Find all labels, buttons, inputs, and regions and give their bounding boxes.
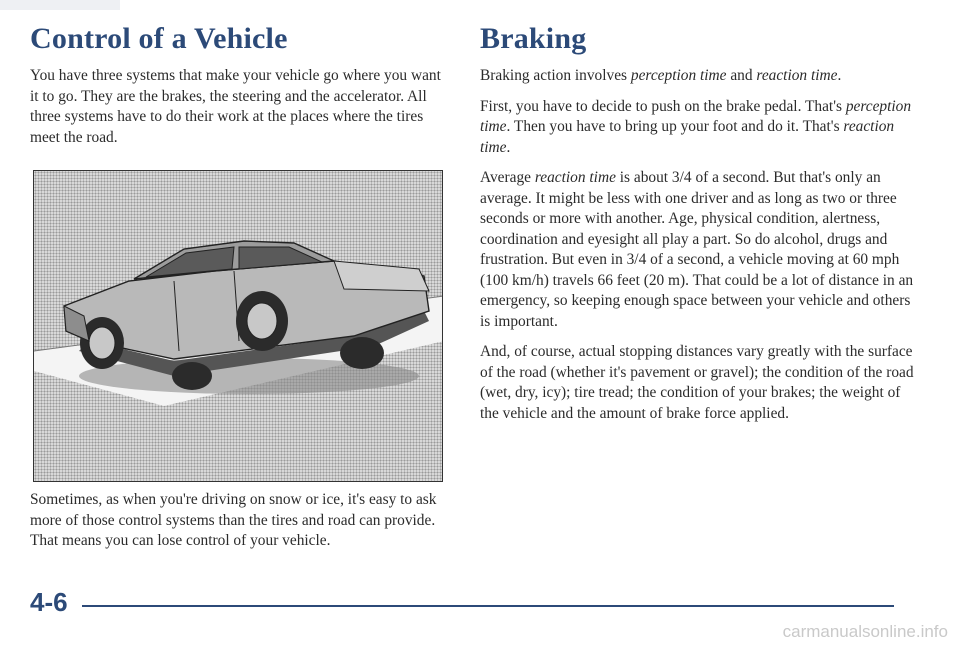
term-perception-time: perception time: [630, 67, 727, 84]
term-reaction-time: reaction time: [480, 118, 895, 156]
braking-paragraph-2: [480, 97, 920, 159]
term-reaction-time: reaction time: [534, 169, 616, 186]
left-column: [30, 22, 450, 158]
text-run: Braking action involves: [480, 67, 631, 84]
text-run: Average: [480, 169, 535, 186]
term-perception-time: perception time: [480, 97, 912, 135]
car-illustration-svg: [34, 171, 443, 482]
text-run: .: [506, 138, 511, 156]
lose-control-paragraph: Sometimes, as when you're driving on snow or ice, it's easy to ask more of those control systems than the tires and road can provide. That means you can lose control of your vehicle.: [30, 491, 437, 549]
text-run: and: [726, 67, 757, 84]
heading-braking: Braking: [480, 22, 587, 55]
braking-paragraph-4: And, of course, actual stopping distances vary greatly with the surface of the road (whether it's pavement or gravel); the condition of the road (wet, dry, icy); tire tread; the condition of your brakes; the weight of the vehicle and the amount of brake force applied.: [480, 343, 914, 422]
text-run: . Then you have to bring up your foot and do it. That's: [506, 118, 844, 135]
braking-paragraph-3: [480, 168, 920, 332]
text-run: .: [837, 67, 842, 84]
footer-rule: [82, 605, 894, 607]
car-wheel-rear: [236, 291, 288, 351]
car-wheel-front: [80, 317, 124, 369]
braking-paragraph-1: [480, 66, 920, 87]
site-watermark: carmanualsonline.info: [782, 622, 948, 641]
car-wheel-front-far: [172, 362, 212, 390]
car-underside-illustration: [33, 170, 443, 482]
top-edge-strip: [0, 0, 120, 10]
left-bottom-section: [30, 490, 450, 562]
car-wheel-rear-far: [340, 337, 384, 369]
text-run: First, you have to decide to push on the brake pedal. That's: [480, 97, 846, 115]
car-trunk: [334, 261, 429, 291]
heading-control-of-vehicle: Control of a Vehicle: [30, 22, 288, 55]
text-run: is about 3/4 of a second. But that's only an average. It might be less with one driver and as long as two or three seconds or more with another. Age, physical condition, alertness, coordination and eyesight all play a part. So do alcohol, drugs and frustration. But even in 3/4 of a second, a vehicle moving at 60 mph (100 km/h) travels 66 feet (20 m). That could be a lot of distance in an emergency, so keeping enough space between your vehicle and others is important.: [480, 169, 914, 330]
page-number: 4-6: [30, 587, 68, 617]
right-column: [480, 22, 920, 434]
control-intro-paragraph: You have three systems that make your vehicle go where you want it to go. They are the brakes, the steering and the accelerator. All three systems have to do their work at the places where the tires meet the road.: [30, 67, 441, 146]
term-reaction-time: reaction time: [756, 67, 838, 84]
